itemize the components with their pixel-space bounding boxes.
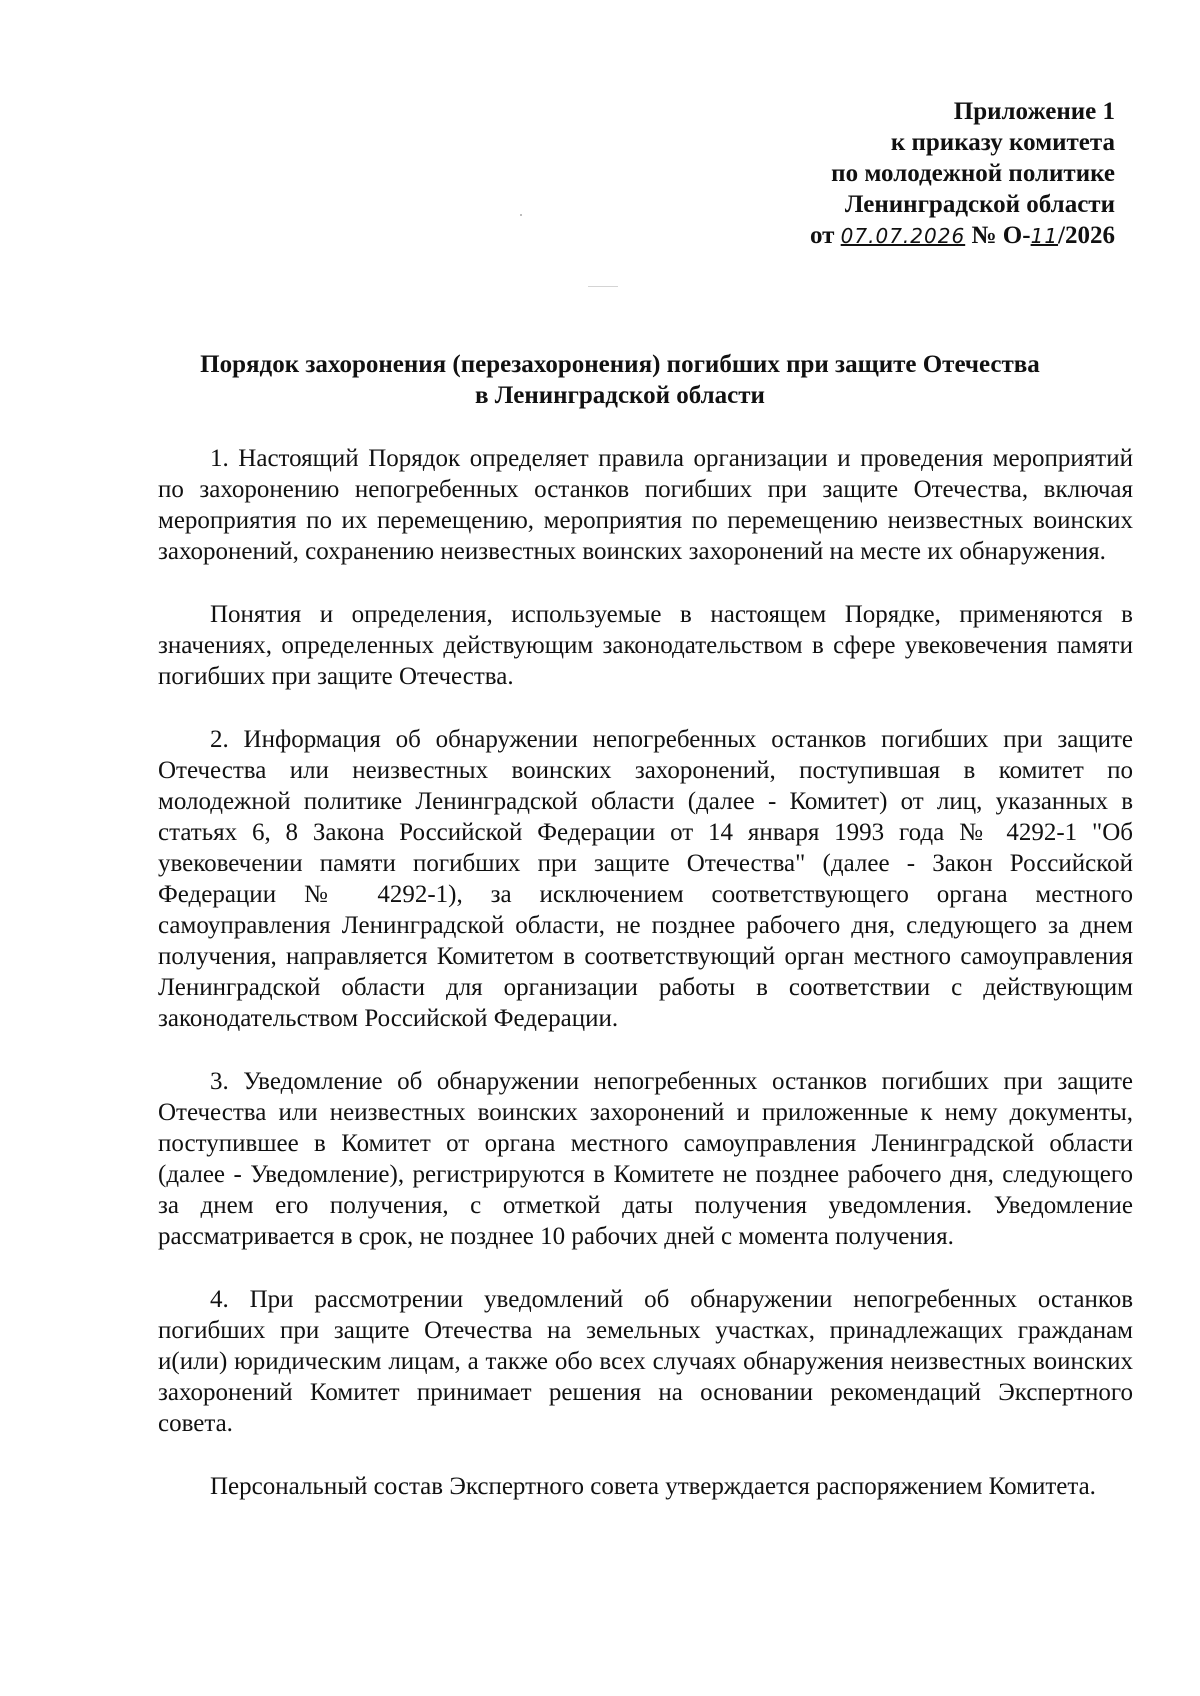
paragraph-definitions: Понятия и определения, используемые в настоящем Порядке, применяются в значениях, определенных действующим законодательством в сфере увековечения памяти погибших при защите Отечества. [158,601,1133,690]
appendix-order-ref: к приказу комитета [890,129,1115,156]
title-line-2: в Ленинградской области [475,382,765,409]
paragraph-3: 3. Уведомление об обнаружении непогребенных останков погибших при защите Отечества или неизвестных воинских захоронений и приложенные к нему документы, поступившее в Комитет от органа местного самоуправления Ленинградской области (далее - Уведомление), регистрируются в Комитете не позднее рабочего дня, следующего за днем его получения, с отметкой даты получения уведомления. Уведомление рассматривается в срок, не позднее 10 рабочих дней с момента получения. [158,1068,1133,1250]
scan-speck [588,286,618,287]
scan-speck [520,214,522,216]
document-title [120,349,1120,411]
appendix-region: Ленинградской области [844,191,1115,218]
document-body [158,443,1133,1502]
appendix-title: Приложение 1 [953,98,1115,125]
paragraph-expert-council: Персональный состав Экспертного совета утверждается распоряжением Комитета. [210,1473,1096,1500]
handwritten-number: 11 [1030,224,1059,248]
paragraph-1: 1. Настоящий Порядок определяет правила организации и проведения мероприятий по захоронению непогребенных останков погибших при защите Отечества, включая мероприятия по их перемещению, мероприятия по перемещению неизвестных воинских захоронений, сохранению неизвестных воинских захоронений на месте их обнаружения. [158,445,1133,565]
handwritten-date: 07.07.2026 [840,224,966,248]
appendix-committee: по молодежной политике [831,160,1115,187]
appendix-header [810,96,1115,252]
title-line-1: Порядок захоронения (перезахоронения) погибших при защите Отечества [200,351,1040,378]
number-suffix: /2026 [1058,222,1115,249]
number-prefix: № О- [971,222,1031,249]
appendix-date-number [810,220,1115,252]
date-prefix: от [809,222,835,249]
paragraph-2: 2. Информация об обнаружении непогребенных останков погибших при защите Отечества или неизвестных воинских захоронений, поступившая в комитет по молодежной политике Ленинградской области (далее - Комитет) от лиц, указанных в статьях 6, 8 Закона Российской Федерации от 14 января 1993 года № 4292-1 "Об увековечении памяти погибших при защите Отечества" (далее - Закон Российской Федерации № 4292-1), за исключением соответствующего органа местного самоуправления Ленинградской области, не позднее рабочего дня, следующего за днем получения, направляется Комитетом в соответствующий орган местного самоуправления Ленинградской области для организации работы в соответствии с действующим законодательством Российской Федерации. [158,726,1133,1032]
paragraph-4: 4. При рассмотрении уведомлений об обнаружении непогребенных останков погибших при защите Отечества на земельных участках, принадлежащих гражданам и(или) юридическим лицам, а также обо всех случаях обнаружения неизвестных воинских захоронений Комитет принимает решения на основании рекомендаций Экспертного совета. [158,1286,1133,1437]
